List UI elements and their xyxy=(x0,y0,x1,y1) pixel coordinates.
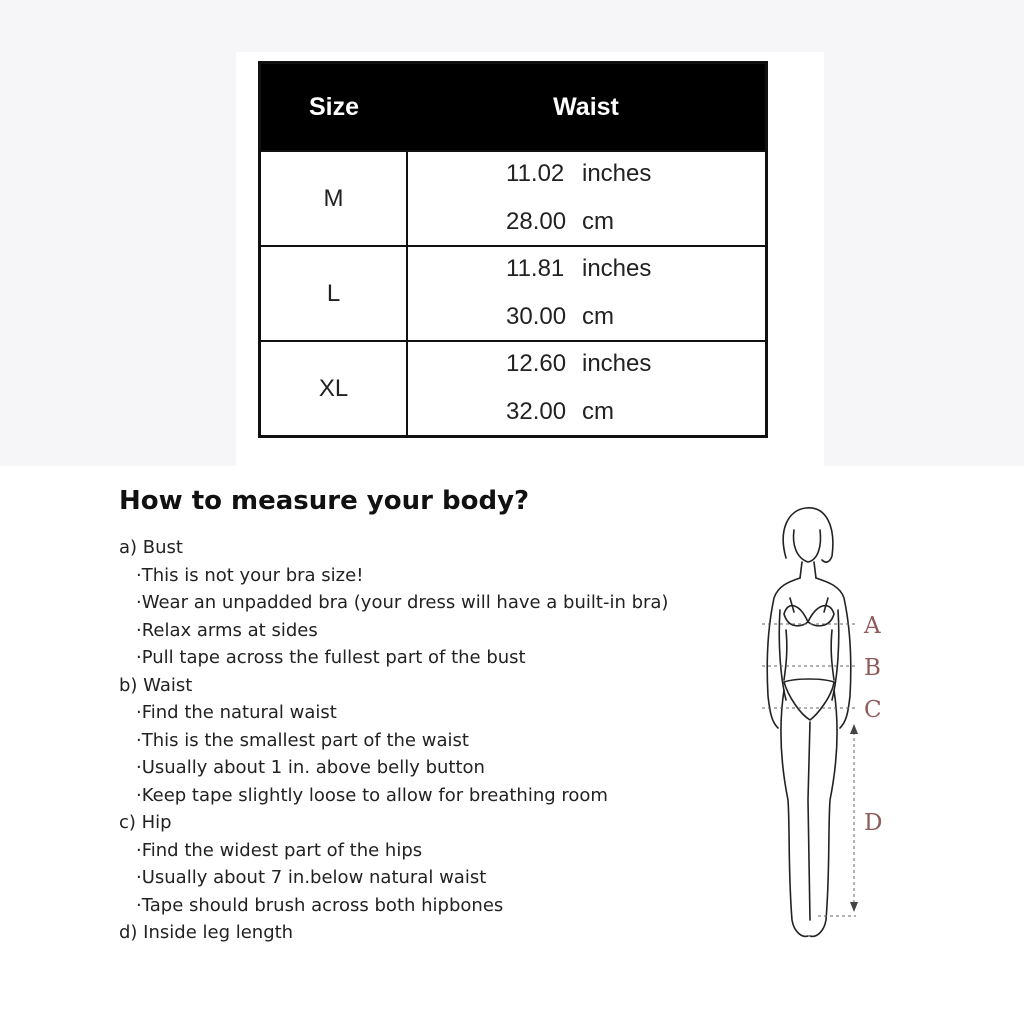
cm-unit: cm xyxy=(582,208,614,235)
label-b: B xyxy=(864,655,881,681)
guide-title: How to measure your body? xyxy=(119,486,530,516)
table-row xyxy=(260,341,767,437)
list-item: ·Pull tape across the fullest part of the bust xyxy=(136,647,526,668)
waist-cm xyxy=(506,208,614,236)
waist-value xyxy=(407,341,767,437)
waist-inches xyxy=(506,255,651,283)
section-heading-hip: c) Hip xyxy=(119,812,172,833)
waist-value xyxy=(407,246,767,341)
list-item: ·Wear an unpadded bra (your dress will have a built-in bra) xyxy=(136,592,669,613)
inches-number: 12.60 xyxy=(506,350,567,377)
list-item: ·This is not your bra size! xyxy=(136,564,364,586)
cm-number: 28.00 xyxy=(506,208,567,235)
inches-number: 11.81 xyxy=(506,255,565,282)
header-size: Size xyxy=(260,63,408,152)
size-value: L xyxy=(260,246,408,341)
table-row xyxy=(260,151,767,246)
list-item: ·Usually about 1 in. above belly button xyxy=(136,757,485,778)
cm-unit: cm xyxy=(582,398,614,425)
section-heading-waist: b) Waist xyxy=(119,674,193,696)
inches-number: 11.02 xyxy=(506,160,565,187)
label-d: D xyxy=(864,810,883,836)
size-chart-table xyxy=(258,61,768,438)
section-heading-bust: a) Bust xyxy=(119,537,183,558)
cm-number: 32.00 xyxy=(506,398,567,425)
cm-number: 30.00 xyxy=(506,303,567,330)
list-item: ·Usually about 7 in.below natural waist xyxy=(136,867,487,888)
list-item: ·Find the widest part of the hips xyxy=(136,839,423,861)
waist-cm xyxy=(506,303,614,331)
table-header-row xyxy=(260,63,767,152)
body-outline-illustration xyxy=(748,500,898,950)
label-a: A xyxy=(864,613,881,639)
cm-unit: cm xyxy=(582,303,614,330)
waist-inches xyxy=(506,350,651,378)
label-c: C xyxy=(864,697,882,723)
table-row xyxy=(260,246,767,341)
list-item: ·Tape should brush across both hipbones xyxy=(136,894,504,916)
header-waist: Waist xyxy=(407,63,767,152)
inches-unit: inches xyxy=(582,160,652,187)
list-item: ·Keep tape slightly loose to allow for breathing room xyxy=(136,784,608,806)
list-item: ·Find the natural waist xyxy=(136,702,337,723)
inches-unit: inches xyxy=(582,255,652,282)
measure-instructions xyxy=(119,534,668,947)
size-value: XL xyxy=(260,341,408,437)
list-item: ·Relax arms at sides xyxy=(136,619,318,641)
waist-value xyxy=(407,151,767,246)
size-value: M xyxy=(260,151,408,246)
section-heading-inside-leg: d) Inside leg length xyxy=(119,922,294,943)
waist-inches xyxy=(506,160,651,188)
waist-cm xyxy=(506,398,614,426)
list-item: ·This is the smallest part of the waist xyxy=(136,729,469,751)
body-measurement-figure xyxy=(748,500,898,950)
inches-unit: inches xyxy=(582,350,652,377)
